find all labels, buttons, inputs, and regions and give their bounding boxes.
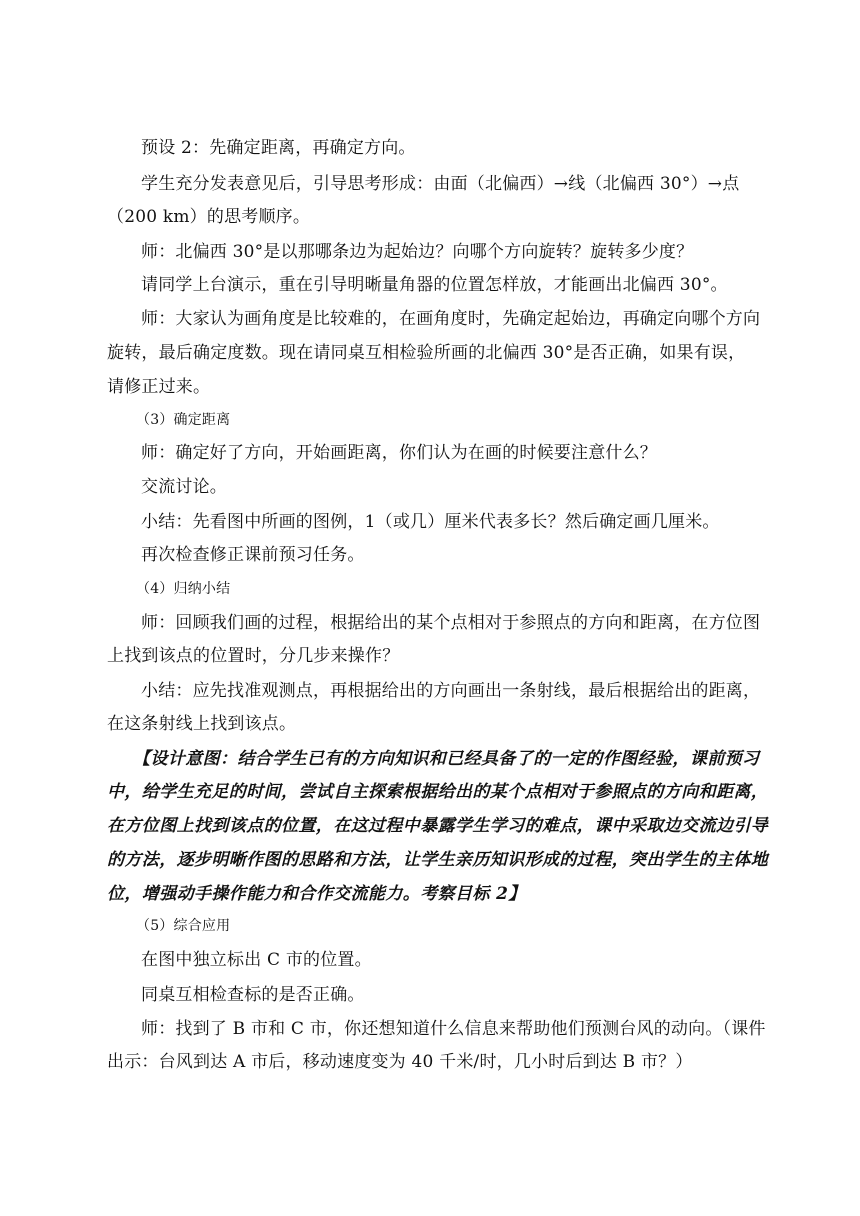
paragraph-summary-scale: 小结：先看图中所画的图例，1（或几）厘米代表多长？然后确定画几厘米。 <box>141 512 720 532</box>
paragraph-demonstration: 请同学上台演示，重在引导明晰量角器的位置怎样放，才能画出北偏西 30°。 <box>141 275 728 295</box>
section-heading-5: （5）综合应用 <box>136 918 231 934</box>
paragraph-typhoon-question-line-2: 出示：台风到达 A 市后，移动速度变为 40 千米/时，几小时后到达 B 市？） <box>107 1052 693 1072</box>
design-intent-line-5: 位，增强动手操作能力和合作交流能力。考察目标 2】 <box>107 884 526 904</box>
paragraph-summary-steps-line-1: 小结：应先找准观测点，再根据给出的方向画出一条射线，最后根据给出的距离， <box>141 681 761 701</box>
section-heading-3: （3）确定距离 <box>136 412 231 428</box>
design-intent-line-2: 中，给学生充足的时间，尝试自主探索根据给出的某个点相对于参照点的方向和距离， <box>107 782 769 802</box>
paragraph-angle-drawing-line-3: 请修正过来。 <box>107 377 211 397</box>
paragraph-review-line-1: 师：回顾我们画的过程，根据给出的某个点相对于参照点的方向和距离，在方位图 <box>141 613 761 633</box>
paragraph-teacher-question: 师：北偏西 30°是以那哪条边为起始边？向哪个方向旋转？旋转多少度？ <box>141 242 694 262</box>
paragraph-discussion: 交流讨论。 <box>141 477 227 497</box>
paragraph-peer-check: 同桌互相检查标的是否正确。 <box>141 985 365 1005</box>
paragraph-preset-2: 预设 2：先确定距离，再确定方向。 <box>141 138 416 158</box>
section-heading-4: （4）归纳小结 <box>136 581 231 597</box>
paragraph-mark-city-c: 在图中独立标出 C 市的位置。 <box>141 950 372 970</box>
paragraph-angle-drawing-line-2: 旋转，最后确定度数。现在请同桌互相检验所画的北偏西 30°是否正确，如果有误， <box>107 343 746 363</box>
paragraph-summary-steps-line-2: 在这条射线上找到该点。 <box>107 714 297 734</box>
design-intent-line-3: 在方位图上找到该点的位置，在这过程中暴露学生学习的难点，课中采取边交流边引导 <box>107 816 769 836</box>
design-intent-line-1: 【设计意图：结合学生已有的方向知识和已经具备了的一定的作图经验，课前预习 <box>133 749 760 769</box>
paragraph-thinking-order-line-1: 学生充分发表意见后，引导思考形成：由面（北偏西）→线（北偏西 30°）→点 <box>141 174 740 194</box>
paragraph-thinking-order-line-2: （200 km）的思考顺序。 <box>107 207 311 227</box>
design-intent-line-4: 的方法，逐步明晰作图的思路和方法，让学生亲历知识形成的过程，突出学生的主体地 <box>107 850 769 870</box>
paragraph-recheck: 再次检查修正课前预习任务。 <box>141 545 365 565</box>
paragraph-angle-drawing-line-1: 师：大家认为画角度是比较难的，在画角度时，先确定起始边，再确定向哪个方向 <box>141 309 761 329</box>
paragraph-typhoon-question-line-1: 师：找到了 B 市和 C 市，你还想知道什么信息来帮助他们预测台风的动向。（课件 <box>141 1019 766 1039</box>
paragraph-review-line-2: 上找到该点的位置时，分几步来操作？ <box>107 646 400 666</box>
paragraph-distance-question: 师：确定好了方向，开始画距离，你们认为在画的时候要注意什么？ <box>141 443 657 463</box>
